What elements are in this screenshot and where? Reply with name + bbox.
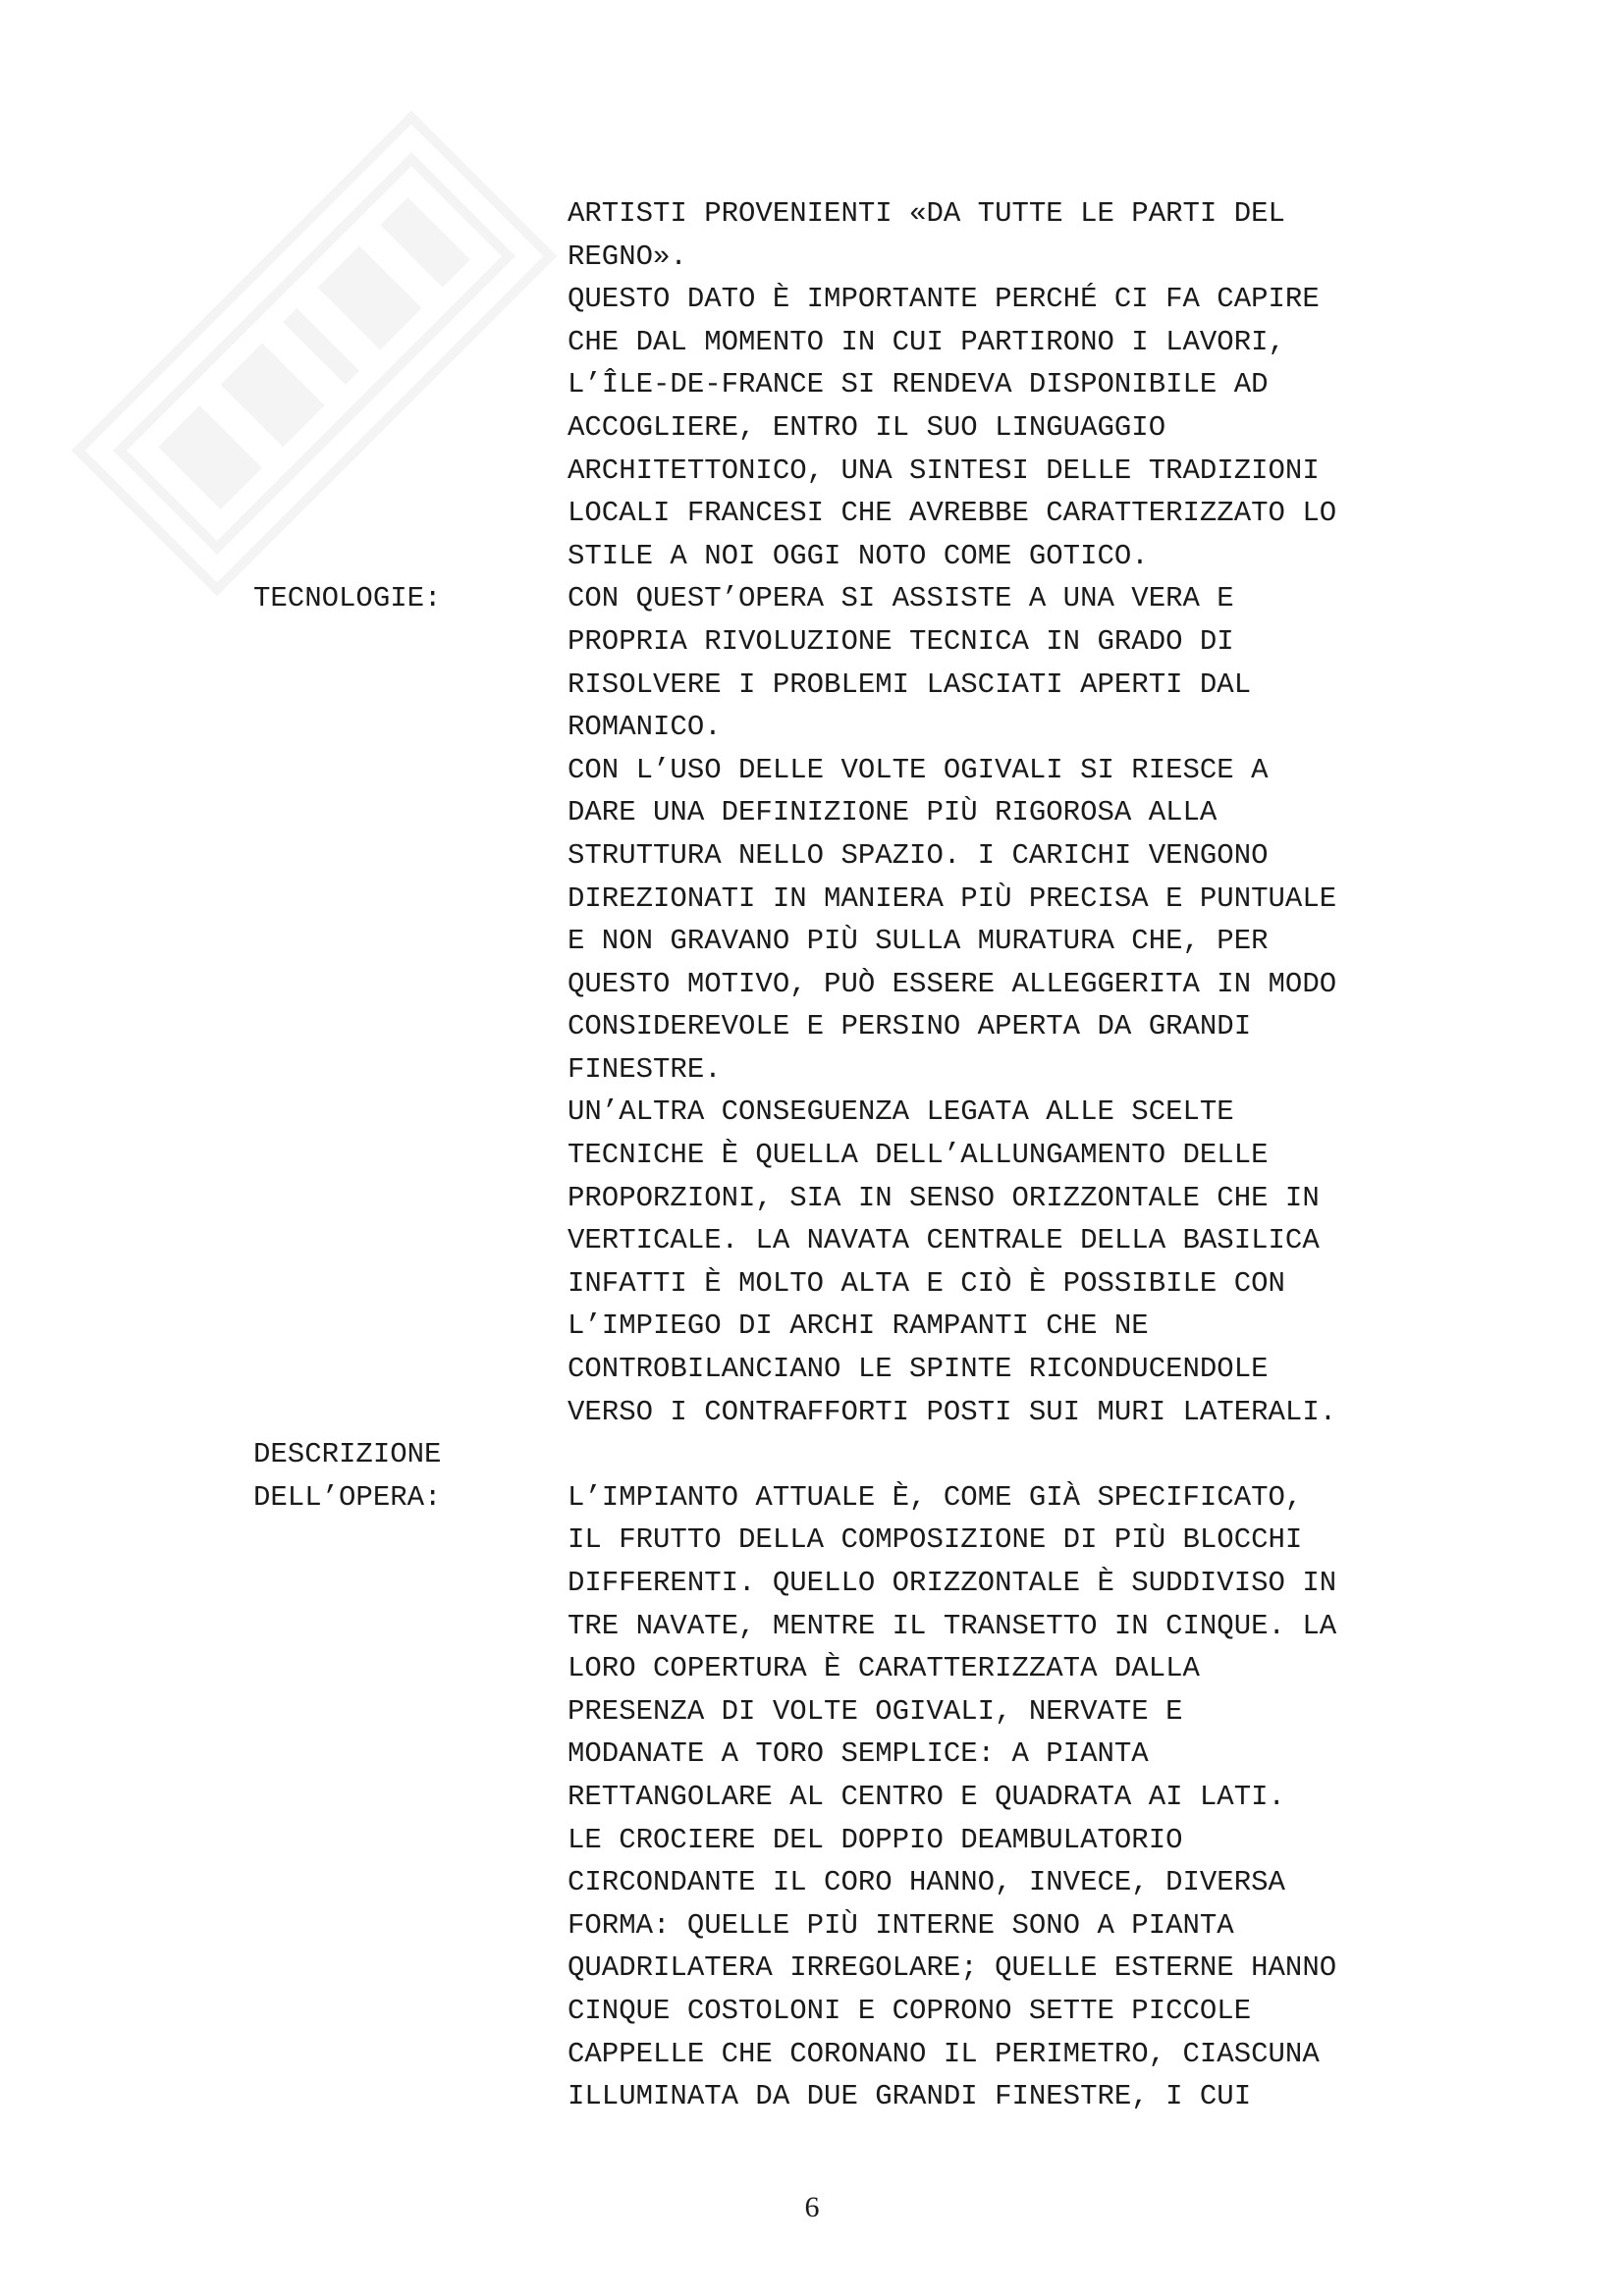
text-line: ACCOGLIERE, ENTRO IL SUO LINGUAGGIO <box>568 410 1166 444</box>
text-line: QUESTO DATO È IMPORTANTE PERCHÉ CI FA CAPIRE <box>568 283 1320 316</box>
section-label-line: DESCRIZIONE <box>253 1438 442 1471</box>
text-line: ROMANICO. <box>568 711 722 744</box>
text-line: REGNO». <box>568 240 687 273</box>
text-line: CAPPELLE CHE CORONANO IL PERIMETRO, CIASCUNA <box>568 2037 1320 2070</box>
section-1 <box>253 577 1471 1433</box>
text-line: L’ÎLE-DE-FRANCE SI RENDEVA DISPONIBILE AD <box>568 368 1269 401</box>
text-line: PRESENZA DI VOLTE OGIVALI, NERVATE E <box>568 1694 1183 1728</box>
text-line: IL FRUTTO DELLA COMPOSIZIONE DI PIÙ BLOCCHI <box>568 1523 1303 1557</box>
section-0 <box>253 192 1471 577</box>
text-line: TRE NAVATE, MENTRE IL TRANSETTO IN CINQUE. LA <box>568 1609 1337 1642</box>
text-line: L’IMPIANTO ATTUALE È, COME GIÀ SPECIFICATO, <box>568 1480 1303 1514</box>
text-line: QUESTO MOTIVO, PUÒ ESSERE ALLEGGERITA IN MODO <box>568 967 1337 1000</box>
text-line: STILE A NOI OGGI NOTO COME GOTICO. <box>568 539 1149 572</box>
text-line: UN’ALTRA CONSEGUENZA LEGATA ALLE SCELTE <box>568 1095 1234 1129</box>
text-line: CONTROBILANCIANO LE SPINTE RICONDUCENDOLE <box>568 1353 1269 1386</box>
text-line: E NON GRAVANO PIÙ SULLA MURATURA CHE, PER <box>568 925 1269 958</box>
text-line: VERSO I CONTRAFFORTI POSTI SUI MURI LATERALI. <box>568 1395 1337 1428</box>
section-label <box>253 192 568 577</box>
text-line: RETTANGOLARE AL CENTRO E QUADRATA AI LATI. <box>568 1780 1285 1813</box>
text-line: L’IMPIEGO DI ARCHI RAMPANTI CHE NE <box>568 1309 1149 1343</box>
text-line: LOCALI FRANCESI CHE AVREBBE CARATTERIZZATO LO <box>568 497 1337 530</box>
text-line: CON L’USO DELLE VOLTE OGIVALI SI RIESCE A <box>568 753 1269 786</box>
text-line: CHE DAL MOMENTO IN CUI PARTIRONO I LAVORI, <box>568 325 1285 358</box>
page-number: 6 <box>804 2191 820 2223</box>
text-line: ILLUMINATA DA DUE GRANDI FINESTRE, I CUI <box>568 2080 1252 2113</box>
text-line: MODANATE A TORO SEMPLICE: A PIANTA <box>568 1737 1149 1771</box>
section-label-line: DELL’OPERA: <box>253 1480 442 1514</box>
document-body <box>253 192 1471 2118</box>
section-text <box>568 577 1471 1433</box>
text-line: TECNICHE È QUELLA DELL’ALLUNGAMENTO DELLE <box>568 1139 1269 1172</box>
text-line: CINQUE COSTOLONI E COPRONO SETTE PICCOLE <box>568 1994 1252 2027</box>
text-line: DIFFERENTI. QUELLO ORIZZONTALE È SUDDIVISO IN <box>568 1567 1337 1599</box>
section-text <box>568 1433 1471 2118</box>
section-text <box>568 192 1471 577</box>
text-line: CONSIDEREVOLE E PERSINO APERTA DA GRANDI <box>568 1010 1252 1043</box>
text-line: PROPRIA RIVOLUZIONE TECNICA IN GRADO DI <box>568 624 1234 658</box>
section-label <box>253 577 568 1433</box>
text-line: DARE UNA DEFINIZIONE PIÙ RIGOROSA ALLA <box>568 796 1218 829</box>
text-line: QUADRILATERA IRREGOLARE; QUELLE ESTERNE HANNO <box>568 1951 1337 1985</box>
section-label <box>253 1433 568 2118</box>
text-line: DIREZIONATI IN MANIERA PIÙ PRECISA E PUNTUALE <box>568 881 1337 915</box>
text-line: STRUTTURA NELLO SPAZIO. I CARICHI VENGONO <box>568 838 1269 872</box>
text-line <box>568 1433 1471 1476</box>
section-2 <box>253 1433 1471 2118</box>
text-line: LORO COPERTURA È CARATTERIZZATA DALLA <box>568 1652 1200 1685</box>
text-line: LE CROCIERE DEL DOPPIO DEAMBULATORIO <box>568 1823 1183 1856</box>
text-line: CIRCONDANTE IL CORO HANNO, INVECE, DIVERSA <box>568 1866 1285 1899</box>
text-line: CON QUEST’OPERA SI ASSISTE A UNA VERA E <box>568 582 1234 615</box>
text-line: INFATTI È MOLTO ALTA E CIÒ È POSSIBILE CON <box>568 1266 1285 1300</box>
text-line: ARCHITETTONICO, UNA SINTESI DELLE TRADIZIONI <box>568 454 1320 487</box>
text-line: FORMA: QUELLE PIÙ INTERNE SONO A PIANTA <box>568 1908 1234 1942</box>
text-line: PROPORZIONI, SIA IN SENSO ORIZZONTALE CHE IN <box>568 1181 1320 1214</box>
text-line: VERTICALE. LA NAVATA CENTRALE DELLA BASILICA <box>568 1224 1320 1257</box>
text-line: RISOLVERE I PROBLEMI LASCIATI APERTI DAL <box>568 667 1252 701</box>
text-line: ARTISTI PROVENIENTI «DA TUTTE LE PARTI DEL <box>568 197 1285 230</box>
text-line: FINESTRE. <box>568 1052 722 1086</box>
section-label-line: TECNOLOGIE: <box>253 582 442 615</box>
